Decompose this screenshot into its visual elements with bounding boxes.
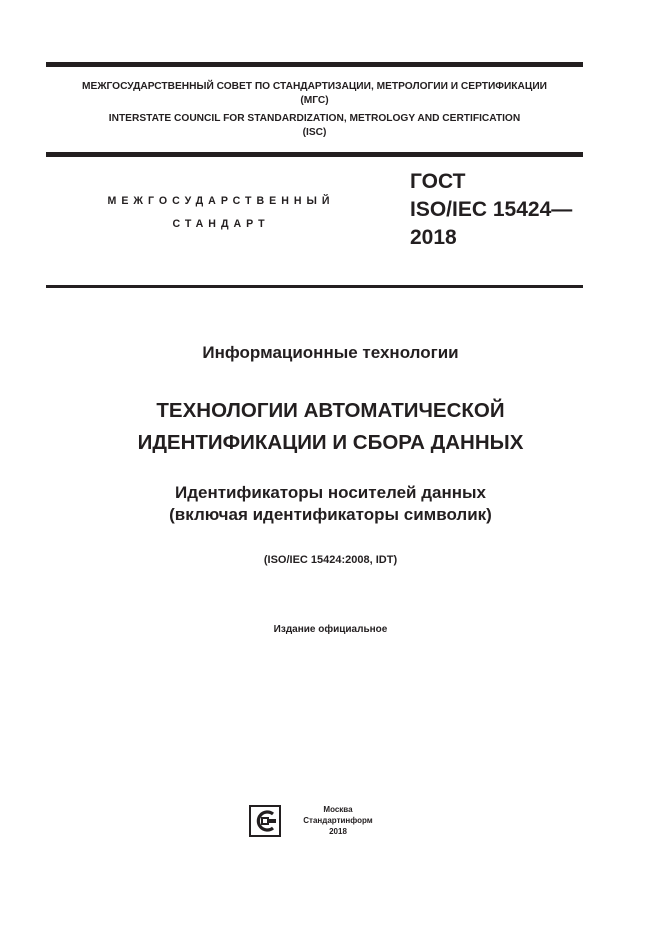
- standard-type: [86, 190, 356, 236]
- document-subject: Информационные технологии: [202, 343, 459, 362]
- publisher-block: [246, 800, 396, 840]
- publisher-year: 2018: [329, 827, 347, 836]
- designation-line3: 2018: [410, 226, 457, 249]
- council-name-ru-line: МЕЖГОСУДАРСТВЕННЫЙ СОВЕТ ПО СТАНДАРТИЗАЦИИ, МЕТРОЛОГИИ И СЕРТИФИКАЦИИ: [82, 81, 547, 92]
- designation-line1: ГОСТ: [410, 170, 466, 193]
- publisher-logo-icon: [249, 805, 281, 837]
- bottom-rule: [46, 285, 583, 288]
- standard-type-line1: МЕЖГОСУДАРСТВЕННЫЙ: [107, 195, 335, 207]
- iso-reference: (ISO/IEC 15424:2008, IDT): [263, 554, 398, 566]
- standard-type-line2: СТАНДАРТ: [172, 218, 270, 230]
- document-subtitle: [0, 482, 661, 526]
- standard-designation: [410, 168, 572, 252]
- title-line2: ИДЕНТИФИКАЦИИ И СБОРА ДАННЫХ: [137, 431, 524, 454]
- subtitle-line2: (включая идентификаторы символик): [169, 505, 492, 524]
- publisher-name: Стандартинформ: [303, 816, 373, 825]
- top-rule: [46, 62, 583, 67]
- council-abbr-en: (ISC): [302, 127, 327, 138]
- designation-line2: ISO/IEC 15424—: [410, 198, 573, 221]
- council-name-ru: [46, 80, 583, 108]
- council-abbr-ru: (МГС): [300, 95, 329, 106]
- title-line1: ТЕХНОЛОГИИ АВТОМАТИЧЕСКОЙ: [156, 399, 505, 422]
- middle-rule: [46, 152, 583, 157]
- edition-note: Издание официальное: [273, 624, 388, 635]
- council-name-en: [46, 112, 583, 140]
- publisher-city: Москва: [323, 805, 353, 814]
- subtitle-line1: Идентификаторы носителей данных: [175, 483, 486, 502]
- document-title: [0, 395, 661, 459]
- publisher-text: [292, 804, 384, 837]
- council-name-en-line: INTERSTATE COUNCIL FOR STANDARDIZATION, METROLOGY AND CERTIFICATION: [108, 113, 521, 124]
